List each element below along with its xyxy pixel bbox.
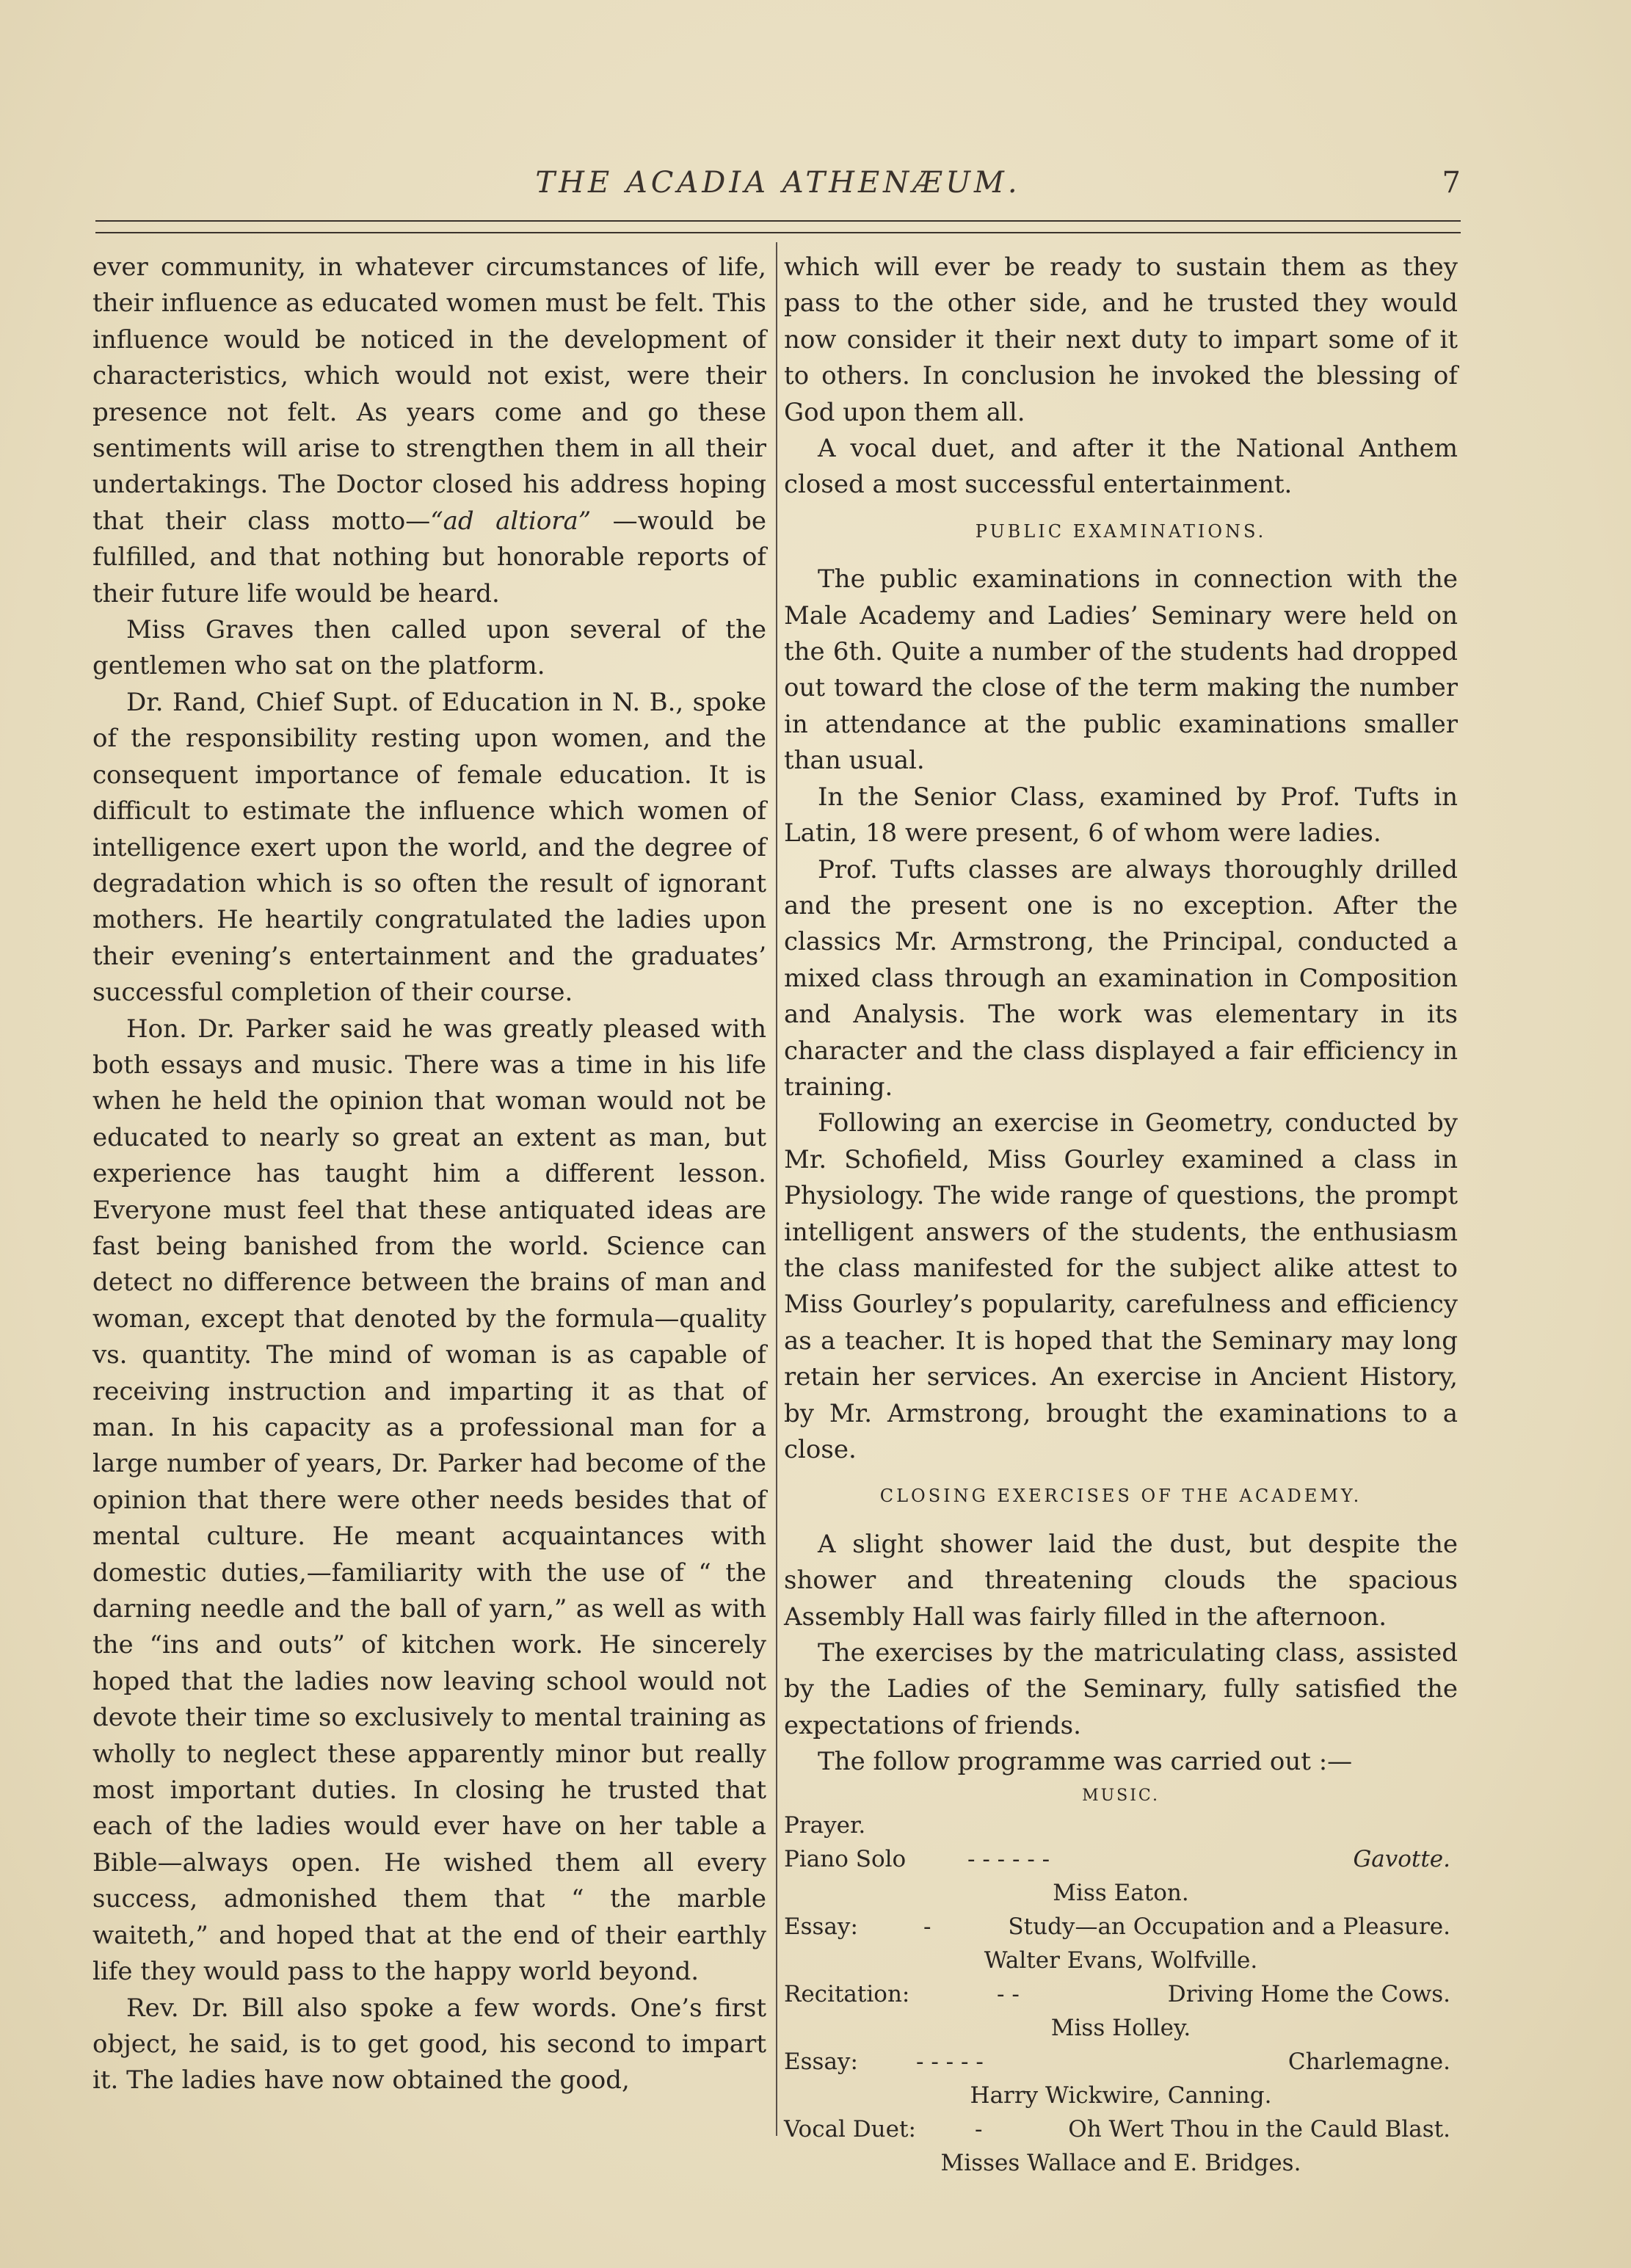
section-heading: PUBLIC EXAMINATIONS. [975, 520, 1267, 542]
header-rule-bottom [95, 232, 1461, 233]
programme-dashes: - - [997, 1980, 1020, 2007]
section-heading: CLOSING EXERCISES OF THE ACADEMY. [879, 1486, 1362, 1507]
programme-dashes: - - - - - [916, 2048, 984, 2075]
paragraph: The exercises by the matriculating class, assisted by the Ladies of the Seminary, fully satisfied the expectations of friends. [784, 1638, 1458, 1740]
column-divider [776, 242, 777, 2136]
programme-dashes: - [975, 2115, 983, 2142]
programme-performer: Miss Eaton. [1053, 1879, 1189, 1906]
paragraph: A slight shower laid the dust, but despite the shower and threatening clouds the spacious Assembly Hall was fairly filled in the afternoon. [784, 1529, 1458, 1632]
paragraph: which will ever be ready to sustain them as they pass to the other side, and he trusted they would now consider it their next duty to impart some of it to others. In conclusion he invoked the blessing of God upon them all. [784, 252, 1458, 427]
programme-row [784, 1842, 1458, 1876]
programme-label: Vocal Duet: [784, 2115, 916, 2142]
paragraph: A vocal duet, and after it the National Anthem closed a most successful entertainment. [784, 434, 1458, 500]
programme-dashes: - - - - - - [967, 1845, 1050, 1872]
programme-performer: Misses Wallace and E. Bridges. [940, 2149, 1301, 2176]
programme-label: Prayer. [784, 1811, 866, 1839]
left-column [92, 250, 766, 2099]
programme-performer: Harry Wickwire, Canning. [970, 2082, 1272, 2109]
paragraph: In the Senior Class, examined by Prof. Tufts in Latin, 18 were present, 6 of whom were ladies. [784, 782, 1458, 848]
programme-dashes: - [923, 1913, 931, 1940]
programme-row [784, 2112, 1458, 2146]
paragraph: The public examinations in connection with the Male Academy and Ladies’ Seminary were held on the 6th. Quite a number of the students had dropped out toward the close of the term making the number in attendance at the public examinations smaller than usual. [784, 564, 1458, 776]
paragraph: Miss Graves then called upon several of the gentlemen who sat on the platform. [92, 615, 766, 681]
programme-row [784, 1910, 1458, 1944]
paragraph: Rev. Dr. Bill also spoke a few words. One’s first object, he said, is to get good, his second to impart it. The ladies have now obtained the good, [92, 1993, 766, 2096]
paragraph-text: —would be fulfilled, and that nothing but honorable reports of their future life would be heard. [92, 506, 767, 608]
programme-label: Essay: [784, 2048, 858, 2075]
programme [784, 1784, 1458, 2180]
programme-performer: Walter Evans, Wolfville. [984, 1947, 1258, 1974]
programme-title: Charlemagne. [1287, 2048, 1450, 2075]
class-motto: “ad altiora” [430, 506, 592, 536]
right-column [784, 250, 1458, 2180]
header-rule-top [95, 220, 1461, 222]
paragraph-text: ever community, in whatever circumstances of life, their influence as educated women must be felt. This influence would be noticed in the development of characteristics, which would not exist, were their presence not felt. As years come and go these sentiments will arise to strengthen them in all their undertakings. The Doctor closed his address hoping that their class motto— [92, 252, 766, 536]
programme-label: Recitation: [784, 1980, 910, 2007]
programme-label: Essay: [784, 1913, 858, 1940]
programme-title: Gavotte. [1353, 1845, 1450, 1872]
paragraph: The follow programme was carried out :— [818, 1747, 1353, 1777]
programme-row [784, 1809, 1458, 1842]
page-number: 7 [1442, 166, 1461, 200]
running-title: THE ACADIA ATHENÆUM. [535, 166, 1021, 200]
paragraph [92, 250, 766, 612]
paragraph: Prof. Tufts classes are always thoroughly drilled and the present one is no exception. After the classics Mr. Armstrong, the Principal, conducted a mixed class through an examination in Composition and Analysis. The work was elementary in its character and the class displayed a fair efficiency in training. [784, 854, 1458, 1102]
page-header [95, 166, 1461, 210]
programme-row [784, 2045, 1458, 2079]
programme-label: Piano Solo [784, 1845, 907, 1872]
programme-performer: Miss Holley. [1050, 2014, 1191, 2041]
programme-title: Study—an Occupation and a Pleasure. [1008, 1913, 1450, 1940]
programme-title: Oh Wert Thou in the Cauld Blast. [1068, 2115, 1450, 2142]
programme-title: Driving Home the Cows. [1167, 1980, 1450, 2007]
paragraph: Dr. Rand, Chief Supt. of Education in N. B., spoke of the responsibility resting upon women, and the consequent importance of female education. It is difficult to estimate the influence which women of intelligence exert upon the world, and the degree of degradation which is so often the result of ignorant mothers. He heartily congratulated the ladies upon their evening’s entertainment and the graduates’ successful completion of their course. [92, 687, 766, 1008]
paragraph: Hon. Dr. Parker said he was greatly pleased with both essays and music. There was a time in his life when he held the opinion that woman would not be educated to nearly so great an extent as man, but experience has taught him a different lesson. Everyone must feel that these antiquated ideas are fast being banished from the world. Science can detect no difference between the brains of man and woman, except that denoted by the formula—quality vs. quantity. The mind of woman is as capable of receiving instruction and imparting it as that of man. In his capacity as a professional man for a large number of years, Dr. Parker had become of the opinion that there were other needs besides that of mental culture. He meant acquaintances with domestic duties,—familiarity with the use of “ the darning needle and the ball of yarn,” as well as with the “ins and outs” of kitchen work. He sincerely hoped that the ladies now leaving school would not devote their time so exclusively to mental training as wholly to neglect these apparently minor but really most important duties. In closing he trusted that each of the ladies would ever have on her table a Bible—always open. He wished them all every success, admonished them that “ the marble waiteth,” and hoped that at the end of their earthly life they would pass to the happy world beyond. [92, 1014, 766, 1987]
music-label: MUSIC. [1082, 1786, 1160, 1805]
paragraph: Following an exercise in Geometry, conducted by Mr. Schofield, Miss Gourley examined a class in Physiology. The wide range of questions, the prompt intelligent answers of the students, the enthusiasm the class manifested for the subject alike attest to Miss Gourley’s popularity, carefulness and efficiency as a teacher. It is hoped that the Seminary may long retain her services. An exercise in Ancient History, by Mr. Armstrong, brought the examinations to a close. [784, 1108, 1458, 1464]
programme-row [784, 1977, 1458, 2011]
